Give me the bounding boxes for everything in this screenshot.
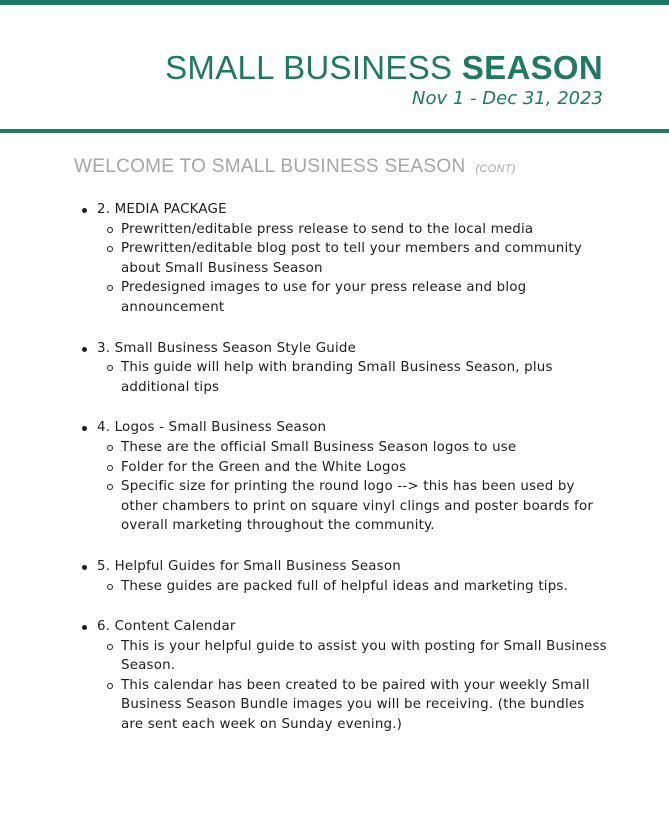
sub-list-item: Prewritten/editable press release to send to the local media: [121, 220, 610, 240]
sub-list-item: These guides are packed full of helpful ideas and marketing tips.: [121, 577, 610, 597]
content-list: [80, 200, 610, 756]
sub-list-item: This calendar has been created to be paired with your weekly Small Business Season Bundle images you will be receiving. (the bundles are sent each week on Sunday evening.): [121, 676, 610, 735]
date-range: Nov 1 - Dec 31, 2023: [412, 88, 603, 109]
list-item-media-package: [80, 200, 610, 318]
continued-label: (CONT): [475, 163, 516, 175]
list-item-logos: [80, 418, 610, 536]
list-item-heading: 6. Content Calendar: [97, 619, 236, 635]
page-header: [0, 5, 669, 131]
list-item-heading: 4. Logos - Small Business Season: [97, 420, 327, 436]
header-divider: [0, 129, 669, 133]
page-title: [165, 48, 603, 88]
sub-list-item: Predesigned images to use for your press release and blog announcement: [121, 278, 610, 317]
list-item-helpful-guides: [80, 557, 610, 596]
title-regular: SMALL BUSINESS: [165, 49, 462, 86]
sub-list-item: These are the official Small Business Season logos to use: [121, 438, 610, 458]
section-title: [74, 156, 516, 178]
list-item-heading: 2. MEDIA PACKAGE: [97, 202, 227, 217]
list-item-content-calendar: [80, 617, 610, 735]
list-item-style-guide: [80, 339, 610, 398]
sub-list-item: Specific size for printing the round logo --> this has been used by other chambers to print on square vinyl clings and poster boards for overall marketing throughout the community.: [121, 477, 610, 536]
sub-list-item: Folder for the Green and the White Logos: [121, 458, 610, 478]
sub-list-item: Prewritten/editable blog post to tell your members and community about Small Business Season: [121, 239, 610, 278]
sub-list-item: This guide will help with branding Small Business Season, plus additional tips: [121, 358, 610, 397]
sub-list-item: This is your helpful guide to assist you with posting for Small Business Season.: [121, 637, 610, 676]
list-item-heading: 5. Helpful Guides for Small Business Season: [97, 558, 401, 574]
section-title-text: WELCOME TO SMALL BUSINESS SEASON: [74, 156, 466, 177]
list-item-heading: 3. Small Business Season Style Guide: [97, 340, 357, 356]
title-bold: SEASON: [461, 49, 603, 86]
